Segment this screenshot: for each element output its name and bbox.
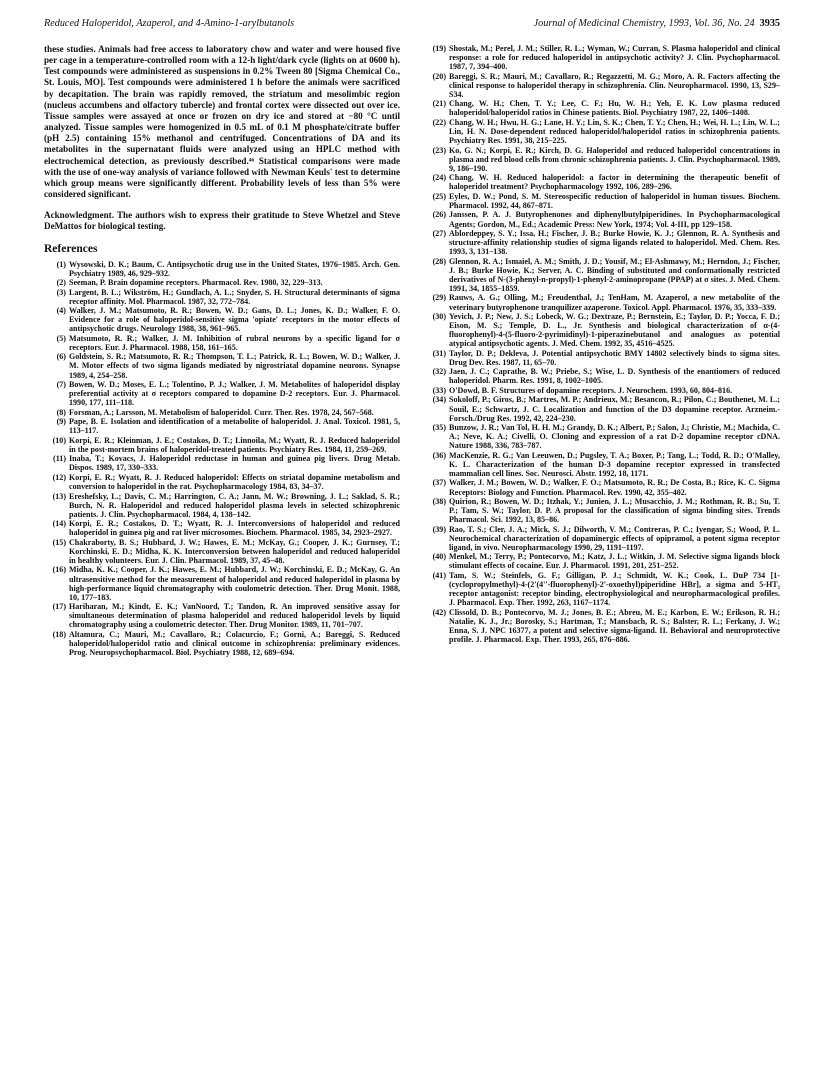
reference-text: Taylor, D. P.; Dekleva, J. Potential antipsychotic BMY 14802 selectively binds to sigma sites. Drug Dev. Res. 1987, 11, 65–70. — [449, 348, 780, 367]
acknowledgment-title: Acknowledgment. — [44, 210, 114, 221]
right-column — [424, 44, 780, 1054]
reference-number: (16) — [52, 565, 66, 575]
reference-text: Pape, B. E. Isolation and identification of a metabolite of haloperidol. J. Anal. Toxicol. 1981, 5, 113–117. — [69, 417, 400, 436]
reference-item — [424, 349, 780, 367]
reference-list-left — [44, 260, 400, 658]
reference-item — [424, 497, 780, 524]
reference-item — [424, 44, 780, 71]
reference-text: Inaba, T.; Kovacs, J. Haloperidol reductase in human and guinea pig livers. Drug Metab. Dispos. 1989, 17, 330–333. — [69, 454, 400, 473]
reference-item — [424, 257, 780, 293]
reference-item — [44, 602, 400, 629]
reference-text: Rao, T. S.; Cler, J. A.; Mick, S. J.; Dilworth, V. M.; Contreras, P. C.; Iyengar, S.; Wood, P. L. Neurochemical characterization of dopaminergic effects of opipramol, a potent sigma receptor ligand, in vivo. Neuropharmacology 1990, 29, 1191–1197. — [449, 524, 780, 552]
reference-item — [424, 367, 780, 385]
reference-text: Bowen, W. D.; Moses, E. L.; Tolentino, P. J.; Walker, J. M. Metabolites of haloperidol display preferential activity at σ receptors compared to dopamine D-2 receptors. Eur. J. Pharmacol. 1990, 177, 111–118. — [69, 380, 400, 408]
reference-text: Korpi, E. R.; Wyatt, R. J. Reduced haloperidol: Effects on striatal dopamine metabolism and conversion to haloperidol in the rat. Psychopharmacology 1984, 83, 34–37. — [69, 472, 400, 492]
reference-text: Menkel, M.; Terry, P.; Pontecorvo, M.; Katz, J. L.; Witkin, J. M. Selective sigma ligands block stimulant effects of cocaine. Eur. J. Pharmacol. 1991, 201, 251–252. — [449, 552, 780, 571]
reference-item — [44, 473, 400, 491]
reference-text: Altamura, C.; Mauri, M.; Cavallaro, R.; Colacurcio, F.; Gorni, A.; Bareggi, S. Reduced haloperidol/haloperidol ratio and clinical outcome in schizophrenia: preliminary evidences. Prog. Neuropsychopharmacol. Biol. Psychiatry 1988, 12, 689–694. — [69, 629, 400, 658]
reference-number: (24) — [432, 173, 446, 183]
reference-item — [44, 408, 400, 417]
journal-name: Journal of Medicinal Chemistry, 1993, Vol. 36, No. 24 — [533, 18, 755, 29]
reference-item — [424, 423, 780, 450]
reference-number: (33) — [432, 385, 446, 395]
reference-number: (22) — [432, 117, 446, 127]
reference-text: Chakraborty, B. S.; Hubbard, J. W.; Hawes, E. M.; McKay, G.; Cooper, J. K.; Gurnsey, T.; Korchinski, E. D.; Midha, K. K. Interconversion between haloperidol and reduced haloperidol in healthy volunteers. Eur. J. Clin. Pharmacol. 1989, 37, 45–48. — [69, 537, 400, 565]
reference-number: (34) — [432, 395, 446, 405]
reference-text: Korpi, E. R.; Costakos, D. T.; Wyatt, R. J. Interconversions of haloperidol and reduced haloperidol in guinea pig and rat liver microsomes. Biochem. Pharmacol. 1985, 34, 2923–2927. — [69, 519, 400, 538]
reference-item — [424, 571, 780, 607]
reference-number: (31) — [432, 348, 446, 358]
reference-item — [44, 538, 400, 565]
reference-number: (6) — [56, 352, 66, 362]
reference-number: (11) — [53, 454, 66, 464]
reference-number: (35) — [432, 423, 446, 433]
reference-item — [44, 454, 400, 472]
reference-number: (2) — [56, 278, 66, 288]
reference-item — [424, 552, 780, 570]
reference-number: (32) — [432, 367, 446, 377]
reference-number: (29) — [432, 293, 446, 303]
methods-paragraph: these studies. Animals had free access to laboratory chow and water and were housed five per cage in a temperature-controlled room with a 12-h light/dark cycle (lights on at 0600 h). Test compounds were administered as suspensions in 0.2% Tween 80 [Sigma Chemical Co., St. Louis, MO]. Test compounds were administered 1 h before the animals were sacrificed by decapitation. The brain was rapidly removed, the striatum and mesolimbic region (nucleus accumbens and olfactory tubercle) and frontal cortex were dissected out over ice. Tissue samples were assayed at once or frozen on dry ice and stored at −80 °C until analyzed. Tissue samples were homogenized in 0.5 mL of 0.1 M phosphate/citrate buffer (pH 2.5) containing 15% methanol and centrifuged. Concentrations of DA and its metabolites in the supernatant fluids were analyzed using an HPLC method with electrochemical detection, as previously described.⁴⁶ Statistical comparisons were made with the use of one-way analysis of variance followed with Newman Keuls' test to determine which group means were significantly different. Probability levels of less than 5% were considered significant. — [44, 44, 400, 200]
reference-item — [424, 99, 780, 117]
reference-item — [44, 334, 400, 352]
reference-number: (28) — [432, 256, 446, 266]
reference-number: (20) — [432, 71, 446, 81]
reference-text: Korpi, E. R.; Kleinman, J. E.; Costakos, D. T.; Linnoila, M.; Wyatt, R. J. Reduced haloperidol in the post-mortem brains of haloperidol-treated patients. Psychiatry Res. 1984, 11, 259–269. — [69, 435, 400, 454]
reference-number: (1) — [56, 259, 66, 269]
references-heading: References — [44, 242, 98, 255]
reference-item — [424, 293, 780, 311]
reference-number: (30) — [432, 312, 446, 322]
reference-item — [424, 192, 780, 210]
acknowledgment-text: The authors wish to express their gratitude to Steve Whetzel and Steve DeMattos for biological testing. — [44, 210, 400, 232]
reference-text: Chang, W. H.; Hwu, H. G.; Lane, H. Y.; Lin, S. K.; Chen, T. Y.; Chen, H.; Wei, H. L.; Lin, W. L.; Lin, H. N. Dose-dependent reduced haloperidol/haloperidol ratios in schizophrenia patients. Psychiatry Res. 1991, 38, 215–225. — [449, 117, 780, 146]
reference-text: Ereshefsky, L.; Davis, C. M.; Harrington, C. A.; Jann, M. W.; Browning, J. L.; Saklad, S. R.; Burch, N. R. Haloperidol and reduced haloperidol plasma levels in selected schizophrenic patients. J. Clin. Psychopharmacol. 1984, 4, 138–142. — [69, 491, 400, 519]
reference-text: Eyles, D. W.; Pond, S. M. Stereospecific reduction of haloperidol in human tissues. Biochem. Pharmacol. 1992, 44, 867–871. — [449, 191, 780, 210]
reference-item — [424, 478, 780, 496]
reference-item — [424, 72, 780, 99]
reference-text: Ablordeppey, S. Y.; Issa, H.; Fischer, J. B.; Burke Howie, K. J.; Glennon, R. A. Synthesis and structure-affinity relationship studies of sigma ligands related to haloperidol. Med. Chem. Res. 1993, 3, 131–138. — [449, 229, 780, 257]
reference-number: (41) — [432, 570, 446, 580]
reference-number: (42) — [432, 607, 446, 617]
journal-citation — [534, 18, 780, 29]
reference-item — [44, 492, 400, 519]
reference-number: (10) — [52, 435, 66, 445]
reference-number: (4) — [56, 306, 66, 316]
reference-item — [44, 436, 400, 454]
reference-text: Ko, G. N.; Korpi, E. R.; Kirch, D. G. Haloperidol and reduced haloperidol concentrations in plasma and red blood cells from chronic schizophrenia patients. J. Clin. Psychopharmacol. 1989, 9, 186–190. — [449, 145, 780, 173]
reference-item — [424, 395, 780, 422]
reference-text: Matsumoto, R. R.; Walker, J. M. Inhibition of rubral neurons by a specific ligand for σ receptors. Eur. J. Pharmacol. 1988, 158, 161–165. — [69, 333, 400, 352]
reference-number: (19) — [432, 44, 446, 53]
reference-item — [424, 118, 780, 145]
reference-text: Jaen, J. C.; Caprathe, B. W.; Priebe, S.; Wise, L. D. Synthesis of the enantiomers of reduced haloperidol. Pharm. Res. 1991, 8, 1002–1005. — [449, 367, 780, 386]
reference-number: (26) — [432, 210, 446, 220]
reference-text: Midha, K. K.; Cooper, J. K.; Hawes, E. M.; Hubbard, J. W.; Korchinski, E. D.; McKay, G. An ultrasensitive method for the measurement of haloperidol and reduced haloperidol in plasma by high-performance liquid chromatography with coulometric detection. Ther. Drug Monit. 1988, 10, 177–183. — [69, 565, 400, 602]
reference-item — [424, 312, 780, 348]
reference-number: (18) — [52, 629, 66, 639]
reference-text: Shostak, M.; Perel, J. M.; Stiller, R. L.; Wyman, W.; Curran, S. Plasma haloperidol and clinical response: a role for reduced haloperidol in antipsychotic activity? J. Clin. Psychopharmacol. 1987, 7, 394–400. — [449, 44, 780, 72]
reference-text: Glennon, R. A.; Ismaiel, A. M.; Smith, J. D.; Yousif, M.; El-Ashmawy, M.; Herndon, J.; Fischer, J. B.; Burke Howie, K.; Server, A. C. Binding of substituted and conformationally restricted derivatives of N-(3-phenyl-n-propyl)-1-phenyl-2-aminopropane (PPAP) at σ sites. J. Med. Chem. 1991, 34, 1855–1859. — [449, 256, 780, 293]
reference-text: Tam, S. W.; Steinfels, G. F.; Gilligan, P. J.; Schmidt, W. K.; Cook, L. DuP 734 [1-(cyclopropylmethyl)-4-(2'(4''-fluorophenyl)-2'-oxoethyl)piperidine HBr], a sigma and 5-HT₂ receptor antagonist: receptor binding, electrophysiological and neuropharmacological profiles. J. Pharmacol. Exp. Ther. 1992, 263, 1167–1174. — [449, 570, 780, 608]
reference-text: Chang, W. H. Reduced haloperidol: a factor in determining the therapeutic benefit of haloperidol treatment? Psychopharmacology 1992, 106, 289–296. — [449, 173, 780, 192]
reference-text: Largent, B. L.; Wikström, H.; Gundlach, A. L.; Snyder, S. H. Structural determinants of sigma receptor affinity. Mol. Pharmacol. 1987, 32, 772–784. — [69, 287, 400, 306]
reference-text: Forsman, A.; Larsson, M. Metabolism of haloperidol. Curr. Ther. Res. 1978, 24, 567–568. — [69, 407, 374, 417]
reference-text: Yevich, J. P.; New, J. S.; Lobeck, W. G.; Dextraze, P.; Bernstein, E.; Taylor, D. P.; Yocca, F. D.; Eison, M. S.; Temple, D. L., Jr. Synthesis and biological characterization of α-(4-fluorophenyl)-4-(5-fluoro-2-pyrimidinyl)-1-piperazinebutanol and analogues as potential atypical antipsychotic agents. J. Med. Chem. 1992, 35, 4516–4525. — [449, 312, 780, 349]
reference-item — [44, 352, 400, 379]
reference-number: (21) — [432, 99, 446, 109]
reference-list-right — [424, 44, 780, 644]
reference-item — [424, 386, 780, 395]
reference-number: (5) — [56, 333, 66, 343]
reference-item — [424, 608, 780, 644]
reference-text: Walker, J. M.; Matsumoto, R. R.; Bowen, W. D.; Gans, D. L.; Jones, K. D.; Walker, F. O. Evidence for a role of haloperidol-sensitive sigma 'opiate' receptors in the motor effects of antipsychotic drugs. Neurology 1988, 38, 961–965. — [69, 306, 400, 334]
reference-item — [44, 288, 400, 306]
reference-text: Bareggi, S. R.; Mauri, M.; Cavallaro, R.; Regazzetti, M. G.; Moro, A. R. Factors affecting the clinical response to haloperidol therapy in schizophrenia. Clin. Neuropharmacol. 1990, 13, S29–S34. — [449, 71, 780, 99]
running-title: Reduced Haloperidol, Azaperol, and 4-Amino-1-arylbutanols — [44, 18, 295, 29]
reference-item — [424, 451, 780, 478]
reference-text: Wysowski, D. K.; Baum, C. Antipsychotic drug use in the United States, 1976–1985. Arch. Gen. Psychiatry 1989, 46, 929–932. — [69, 259, 400, 278]
reference-number: (13) — [52, 491, 66, 501]
reference-text: Chang, W. H.; Chen, T. Y.; Lee, C. F.; Hu, W. H.; Yeh, E. K. Low plasma reduced haloperidol/haloperidol ratios in Chinese patients. Biol. Psychiatry 1987, 22, 1406–1408. — [449, 99, 780, 118]
reference-number: (23) — [432, 145, 446, 155]
reference-text: O'Dowd, B. F. Structures of dopamine receptors. J. Neurochem. 1993, 60, 804–816. — [449, 385, 733, 395]
reference-text: Goldstein, S. R.; Matsumoto, R. R.; Thompson, T. L.; Patrick, R. L.; Bowen, W. D.; Walker, J. M. Motor effects of two sigma ligands mediated by nigrostriatal dopamine neurons. Synapse 1989, 4, 254–258. — [69, 352, 400, 380]
reference-text: Seeman, P. Brain dopamine receptors. Pharmacol. Rev. 1980, 32, 229–313. — [69, 278, 323, 288]
reference-item — [424, 229, 780, 256]
reference-text: Hariharan, M.; Kindt, E. K.; VanNoord, T.; Tandon, R. An improved sensitive assay for simultaneous determination of plasma haloperidol and reduced haloperidol levels by liquid chromatography using a coulometric detector. Ther. Drug Monitor. 1989, 11, 701–707. — [69, 602, 400, 630]
reference-number: (37) — [432, 478, 446, 488]
reference-text: Quirion, R.; Bowen, W. D.; Itzhak, Y.; Junien, J. L.; Musacchio, J. M.; Rothman, R. B.; Su, T. P.; Tam, S. W.; Taylor, D. P. A proposal for the classification of sigma binding sites. Trends Pharmacol. Sci. 1992, 13, 85–86. — [449, 497, 780, 525]
reference-number: (15) — [52, 537, 66, 547]
reference-item — [424, 146, 780, 173]
reference-item — [424, 210, 780, 228]
running-header — [44, 18, 780, 34]
reference-number: (36) — [432, 450, 446, 460]
reference-number: (17) — [52, 602, 66, 612]
reference-number: (12) — [52, 472, 66, 482]
reference-number: (39) — [432, 524, 446, 534]
reference-item — [44, 380, 400, 407]
acknowledgment — [44, 210, 400, 232]
reference-text: Clissold, D. B.; Pontecorvo, M. J.; Jones, B. E.; Abreu, M. E.; Karbon, E. W.; Erikson, R. H.; Natalie, K. J., Jr.; Borosky, S.; Hartman, T.; Mansbach, R. S.; Balster, R. L.; Ferkany, J. W.; Enna, S. J. NPC 16377, a potent and selective sigma-ligand. II. Behavioral and neuroprotective profile. J. Pharmacol. Exp. Ther. 1993, 265, 876–886. — [449, 607, 780, 644]
reference-number: (14) — [52, 519, 66, 529]
reference-number: (3) — [56, 287, 66, 297]
reference-item — [44, 630, 400, 657]
reference-item — [44, 260, 400, 278]
reference-item — [44, 519, 400, 537]
reference-text: Sokoloff, P.; Giros, B.; Martres, M. P.; Andrieux, M.; Besancon, R.; Pilon, C.; Bouthenet, M. L.; Souil, E.; Schwartz, J. C. Localization and function of the D3 dopamine receptor. Arzneim.-Forsch./Drug Res. 1992, 42, 224–230. — [449, 395, 780, 423]
reference-text: Rauws, A. G.; Olling, M.; Freudenthal, J.; TenHam, M. Azaperol, a new metabolite of the veterinary butyrophenone tranquilizer azaperone. Toxicol. Appl. Pharmacol. 1976, 35, 333–339. — [449, 293, 780, 312]
reference-text: Bunzow, J. R.; Van Tol, H. H. M.; Grandy, D. K.; Albert, P.; Salon, J.; Christie, M.; Machida, C. A.; Neve, K. A.; Civelli, O. Cloning and expression of a rat D-2 dopamine receptor cDNA. Nature 1988, 336, 783–787. — [449, 423, 780, 451]
reference-item — [44, 565, 400, 601]
reference-number: (38) — [432, 497, 446, 507]
left-column — [44, 44, 400, 1054]
reference-text: Janssen, P. A. J. Butyrophenones and diphenylbutylpiperidines. In Psychopharmacological Agents; Gordon, M., Ed.; Academic Press: New York, 1974; Vol. 4-III, pp 129–158. — [449, 210, 780, 229]
reference-number: (40) — [432, 552, 446, 562]
reference-item — [424, 525, 780, 552]
reference-item — [44, 417, 400, 435]
page-number: 3935 — [759, 18, 780, 29]
reference-number: (27) — [432, 229, 446, 238]
reference-item — [44, 278, 400, 287]
reference-number: (7) — [56, 380, 66, 390]
reference-text: Walker, J. M.; Bowen, W. D.; Walker, F. O.; Matsumoto, R. R.; De Costa, B.; Rice, K. C. Sigma Receptors: Biology and Function. Pharmacol. Rev. 1990, 42, 355–402. — [449, 478, 780, 497]
reference-item — [44, 306, 400, 333]
reference-text: MacKenzie, R. G.; Van Leeuwen, D.; Pugsley, T. A.; Boxer, P.; Tang, L.; Todd, R. D.; O'Malley, K. L. Characterization of the human D-3 dopamine receptor expressed in transfected mammalian cell lines. Soc. Neurosci. Abstr. 1992, 18, 1171. — [449, 450, 780, 478]
reference-number: (8) — [56, 407, 66, 417]
reference-number: (9) — [56, 417, 66, 427]
reference-item — [424, 173, 780, 191]
reference-number: (25) — [432, 191, 446, 201]
